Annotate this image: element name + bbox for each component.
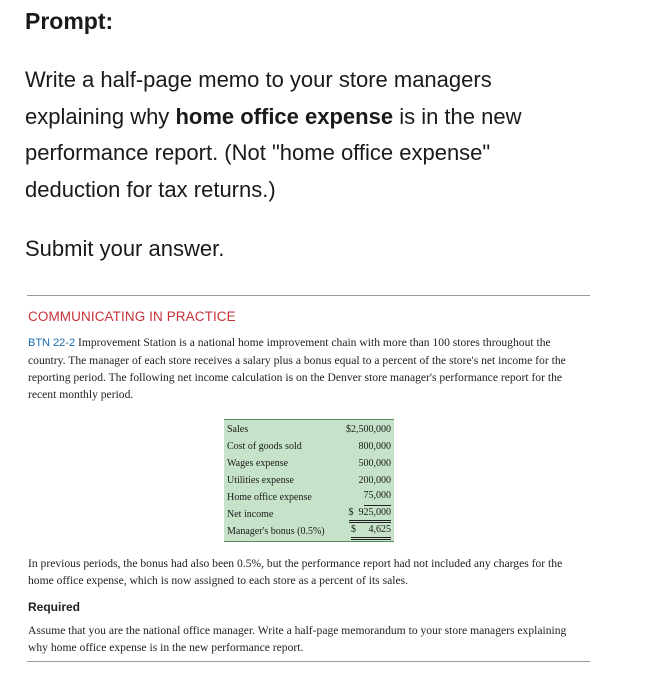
prompt-bold-term: home office expense <box>175 103 394 129</box>
row-label: Utilities expense <box>227 475 294 486</box>
prompt-text <box>25 62 625 208</box>
table-row <box>224 523 394 540</box>
row-value: $2,500,000 <box>346 424 391 435</box>
required-heading: Required <box>28 600 81 614</box>
intro-text: Improvement Station is a national home improvement chain with more than 100 stores throughout the country. The manager of each store receives a salary plus a bonus equal to a percent of the store's net income for the reporting period. The following net income calculation is on the Denver store manager's performance report for the recent monthly period. <box>28 336 566 401</box>
net-income-table <box>224 419 394 542</box>
row-label: Manager's bonus (0.5%) <box>227 526 325 537</box>
row-value: 200,000 <box>358 475 391 486</box>
row-label: Net income <box>227 509 274 520</box>
row-value: 75,000 <box>364 489 392 506</box>
row-value: 500,000 <box>358 458 391 469</box>
top-divider <box>27 295 590 296</box>
bottom-divider <box>27 661 590 662</box>
prompt-line-1: Write a half-page memo to your store managers <box>25 67 492 92</box>
submit-instruction: Submit your answer. <box>25 236 225 261</box>
prompt-line-2-start: explaining why <box>25 103 176 129</box>
table-row <box>224 472 394 489</box>
required-paragraph: Assume that you are the national office manager. Write a half-page memorandum to your store managers explaining why home office expense is in the new performance report. <box>28 624 567 654</box>
table-row <box>224 489 394 506</box>
prompt-line-4: deduction for tax returns.) <box>25 176 276 202</box>
table-row <box>224 421 394 438</box>
row-value: $ 4,625 <box>351 523 391 540</box>
row-label: Sales <box>227 424 249 435</box>
exercise-label: BTN 22-2 <box>28 337 76 349</box>
prompt-title: Prompt: <box>25 8 114 34</box>
row-value: 800,000 <box>358 441 391 452</box>
section-heading: COMMUNICATING IN PRACTICE <box>28 309 236 324</box>
table-row <box>224 438 394 455</box>
row-label: Cost of goods sold <box>227 441 302 452</box>
prompt-line-2-end: is in the new <box>393 103 522 129</box>
intro-paragraph <box>28 334 588 403</box>
table-row <box>224 455 394 472</box>
row-label: Home office expense <box>227 492 312 503</box>
followup-paragraph: In previous periods, the bonus had also been 0.5%, but the performance report had not included any charges for the home office expense, which is now assigned to each store as a percent of its sales. <box>28 557 563 587</box>
prompt-line-3: performance report. (Not "home office expense" <box>25 140 491 165</box>
prompt-line-2 <box>25 99 625 136</box>
row-label: Wages expense <box>227 458 289 469</box>
row-value: $ 925,000 <box>349 506 392 523</box>
table-row <box>224 506 394 523</box>
